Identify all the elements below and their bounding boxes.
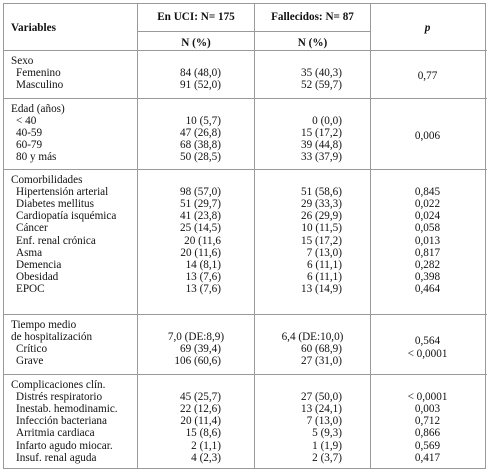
row-label: Distrés respiratorio	[16, 391, 103, 404]
row-label: Demencia	[16, 258, 62, 271]
value-uci: 20 (11,6)	[180, 246, 221, 259]
value-uci: 91 (52,0)	[179, 79, 221, 92]
value-uci: 2 (1,1)	[191, 439, 221, 452]
header-variables: Variables	[11, 22, 56, 34]
row-label: Masculino	[16, 79, 64, 92]
value-uci: 68 (38,8)	[179, 139, 221, 152]
value-uci: 20 (11,6	[184, 234, 221, 247]
value-uci: 10 (5,7)	[185, 115, 221, 128]
p-value: 0,398	[414, 270, 441, 283]
section-rule-3	[4, 314, 487, 315]
value-fallecidos: 35 (40,3)	[300, 67, 342, 80]
section-rule-4	[4, 374, 487, 375]
value-uci: 15 (8,6)	[185, 427, 221, 440]
value-uci: 13 (7,6)	[185, 270, 221, 283]
header-subrule	[137, 31, 370, 32]
value-uci: 84 (48,0)	[179, 67, 221, 80]
p-value: 0,845	[414, 186, 441, 199]
row-label: EPOC	[16, 282, 45, 295]
row-label: Infección bacteriana	[16, 415, 107, 428]
p-value: 0,022	[414, 198, 441, 211]
value-fallecidos: 29 (33,3)	[300, 198, 342, 211]
p-value: 0,058	[414, 222, 441, 235]
value-uci: 106 (60,6)	[174, 355, 221, 368]
value-uci: 98 (57,0)	[179, 186, 221, 199]
value-fallecidos: 33 (37,9)	[300, 151, 342, 164]
value-fallecidos: 26 (29,9)	[300, 210, 342, 223]
header-p: p	[424, 22, 431, 34]
value-fallecidos: 10 (11,5)	[301, 222, 342, 235]
p-value: 0,817	[414, 246, 441, 259]
row-label: Cáncer	[16, 222, 48, 235]
row-label: Obesidad	[16, 270, 59, 283]
header-rule	[4, 50, 487, 51]
p-value: 0,712	[414, 415, 441, 428]
value-fallecidos: 0 (0,0)	[312, 115, 342, 128]
row-label: Crítico	[16, 343, 48, 356]
header-n-pct-uci: N (%)	[181, 37, 211, 49]
value-fallecidos: 15 (17,2)	[300, 234, 342, 247]
header-n-pct-fallecidos: N (%)	[297, 37, 328, 49]
row-label: Inestab. hemodinamic.	[16, 403, 118, 416]
value-fallecidos: 13 (24,1)	[300, 403, 342, 416]
header-uci: En UCI: N= 175	[157, 11, 235, 23]
section-title: Tiempo medio	[11, 319, 77, 331]
value-uci: 45 (25,7)	[179, 391, 221, 404]
p-value: < 0,0001	[407, 347, 448, 360]
value-fallecidos: 52 (59,7)	[300, 79, 342, 92]
row-label: Insuf. renal aguda	[16, 451, 97, 464]
row-label: Hipertensión arterial	[16, 186, 109, 199]
section-rule-2	[4, 169, 487, 170]
row-label: Femenino	[16, 67, 61, 80]
value-uci: 13 (7,6)	[185, 282, 221, 295]
row-label: Asma	[16, 246, 43, 259]
p-value: 0,77	[417, 69, 438, 82]
row-label: < 40	[16, 115, 37, 128]
section-title: Sexo	[11, 55, 34, 67]
section-title: Complicaciones clín.	[11, 379, 106, 391]
value-uci: 41 (23,8)	[179, 210, 221, 223]
p-value: 0,866	[414, 427, 441, 440]
p-value: 0,282	[414, 258, 441, 271]
value-fallecidos: 2 (3,7)	[312, 451, 342, 464]
value-uci: 69 (39,4)	[179, 343, 221, 356]
value-uci: 14 (8,1)	[185, 258, 221, 271]
row-label: 60-79	[16, 139, 43, 152]
p-value: 0,569	[414, 439, 441, 452]
value-uci: 20 (11,4)	[180, 415, 221, 428]
section-title: Comorbilidades	[11, 174, 83, 186]
value-fallecidos: 39 (44,8)	[300, 139, 342, 152]
p-value: 0,464	[414, 282, 441, 295]
row-label: Grave	[16, 355, 44, 368]
row-label: Enf. renal crónica	[16, 234, 96, 247]
value-uci: 25 (14,5)	[179, 222, 221, 235]
row-label: Cardiopatía isquémica	[16, 210, 117, 223]
p-value: 0,006	[414, 129, 441, 142]
value-uci: 4 (2,3)	[191, 451, 221, 464]
row-label: Infarto agudo miocar.	[16, 439, 113, 452]
value-fallecidos: 1 (1,9)	[312, 439, 342, 452]
section-rule-1	[4, 98, 487, 99]
value-uci: 50 (28,5)	[179, 151, 221, 164]
p-value: 0,564	[414, 335, 441, 348]
column-divider-2	[254, 4, 255, 468]
value-fallecidos: 51 (58,6)	[300, 186, 342, 199]
value-fallecidos: 6 (11,1)	[306, 258, 342, 271]
p-value: < 0,0001	[407, 391, 448, 404]
row-label: Diabetes mellitus	[16, 198, 94, 211]
p-value: 0,003	[414, 403, 441, 416]
section-title: Edad (años)	[11, 103, 65, 115]
value-fallecidos: 5 (9,3)	[312, 427, 342, 440]
value-fallecidos: 60 (68,9)	[300, 343, 342, 356]
stay-mean-uci: 7,0 (DE:8,9)	[167, 331, 225, 344]
section-title: de hospitalización	[11, 331, 93, 344]
value-uci: 47 (26,8)	[179, 127, 221, 140]
value-fallecidos: 13 (14,9)	[300, 282, 342, 295]
stay-mean-fallecidos: 6,4 (DE:10,0)	[281, 331, 344, 344]
p-value: 0,417	[414, 451, 441, 464]
value-fallecidos: 7 (13,0)	[306, 415, 342, 428]
column-divider-1	[137, 4, 138, 468]
value-fallecidos: 15 (17,2)	[300, 127, 342, 140]
value-uci: 22 (12,6)	[179, 403, 221, 416]
row-label: 80 y más	[16, 151, 57, 164]
value-fallecidos: 7 (13,0)	[306, 246, 342, 259]
p-value: 0,024	[414, 210, 441, 223]
header-fallecidos: Fallecidos: N= 87	[271, 11, 354, 23]
row-label: Arritmia cardiaca	[16, 427, 95, 440]
p-value: 0,013	[414, 234, 441, 247]
value-fallecidos: 27 (50,0)	[300, 391, 342, 404]
value-uci: 51 (29,7)	[179, 198, 221, 211]
value-fallecidos: 6 (11,1)	[306, 270, 342, 283]
row-label: 40-59	[16, 127, 43, 140]
value-fallecidos: 27 (31,0)	[300, 355, 342, 368]
results-table	[3, 3, 486, 469]
